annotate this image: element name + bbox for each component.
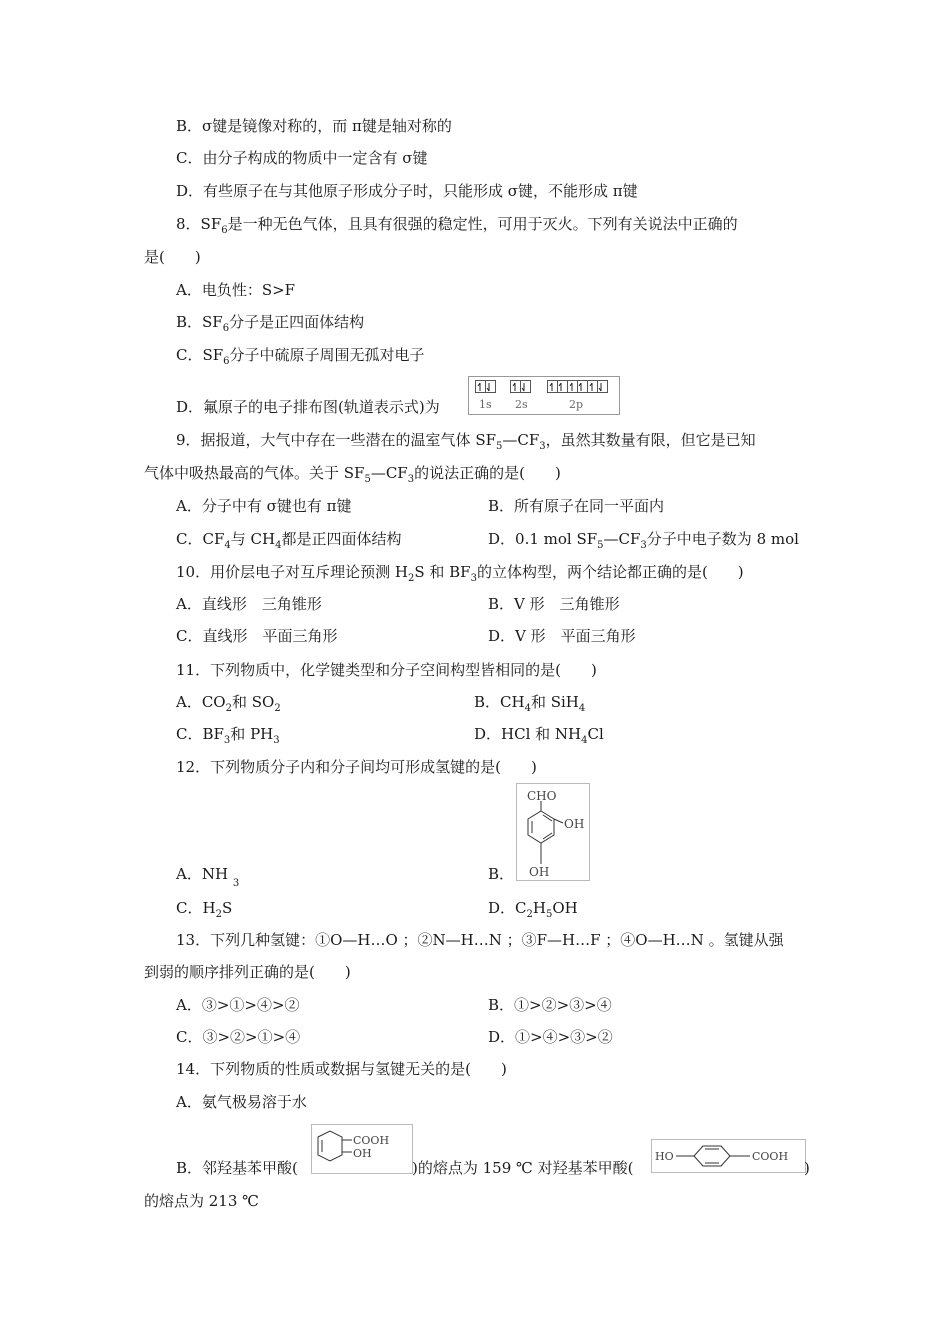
orbital-label-1s: 1s — [479, 398, 492, 411]
q12-stem: 12．下列物质分子内和分子间均可形成氢键的是( ) — [176, 758, 537, 776]
q8-option-a: A．电负性：S>F — [176, 281, 296, 299]
q9-stem-line1: 9．据报道，大气中存在一些潜在的温室气体 $SF_5—CF_3$，虽然其数量有限，但它是已知 — [176, 431, 756, 452]
q7-option-b: B．σ键是镜像对称的，而 π键是轴对称的 — [176, 117, 452, 135]
q9-option-d: D．0.1 mol $SF_5—CF_3$分子中电子数为 8 mol — [488, 530, 799, 551]
q10-option-c: C．直线形 平面三角形 — [176, 627, 338, 645]
q11-option-a: A．$CO_2$和 $SO_2$ — [176, 693, 281, 714]
q9-option-c: C．$CF_4$与 $CH_4$都是正四面体结构 — [176, 530, 402, 551]
ortho-label-cooh: COOH — [353, 1134, 390, 1147]
orbital-diagram — [468, 376, 620, 415]
q8-option-b: B．$SF_6$分子是正四面体结构 — [176, 313, 365, 334]
q13-option-a: A．③>①>④>② — [176, 996, 300, 1014]
q14-option-b-prefix: B．邻羟基苯甲酸( — [176, 1159, 298, 1177]
q10-option-d: D．V 形 平面三角形 — [488, 627, 636, 645]
q13-stem-line1: 13．下列几种氢键：①O—H…O ；②N—H…N ；③F—H…F ；④O—H…N 。氢键从强 — [176, 931, 784, 949]
q10-option-a: A．直线形 三角锥形 — [176, 595, 322, 613]
q14-option-b-middle: )的熔点为 159 ℃ 对羟基苯甲酸( — [412, 1159, 634, 1177]
ortho-structure-drawing — [312, 1125, 412, 1173]
q7-option-d: D．有些原子在与其他原子形成分子时，只能形成 σ键，不能形成 π键 — [176, 182, 638, 200]
q11-option-d: D．HCl 和 $NH_4Cl$ — [474, 725, 604, 746]
q7-option-c: C．由分子构成的物质中一定含有 σ键 — [176, 149, 428, 167]
q12-label-oh-right: OH — [564, 817, 585, 831]
q13-stem-line2: 到弱的顺序排列正确的是( ) — [144, 963, 351, 981]
q8-stem-line1: 8．$SF_6$是一种无色气体，且具有很强的稳定性，可用于灭火。下列有关说法中正确的 — [176, 215, 738, 236]
q12-label-cho: CHO — [527, 789, 557, 803]
ortho-hydroxybenzoic-structure — [311, 1124, 413, 1174]
para-label-cooh: COOH — [752, 1150, 789, 1163]
q14-option-b-line2: 的熔点为 213 ℃ — [144, 1192, 259, 1210]
q9-option-a: A．分子中有 σ键也有 π键 — [176, 497, 352, 515]
q10-option-b: B．V 形 三角锥形 — [488, 595, 620, 613]
q13-option-b: B．①>②>③>④ — [488, 996, 612, 1014]
q14-option-b-suffix: ) — [804, 1159, 810, 1177]
q8-option-c: C．$SF_6$分子中硫原子周围无孤对电子 — [176, 346, 425, 367]
orbital-label-2s: 2s — [515, 398, 528, 411]
q12-option-c: C．$H_2S$ — [176, 899, 233, 920]
q12-label-oh-bottom: OH — [529, 865, 550, 879]
q12-structure-drawing — [517, 784, 589, 880]
q8-stem-line2: 是( ) — [144, 248, 201, 266]
q12-option-a: A．NH $_3$ — [176, 865, 240, 889]
q13-option-d: D．①>④>③>② — [488, 1028, 613, 1046]
q12-structure-b — [516, 783, 590, 881]
q11-option-c: C．$BF_3$和 $PH_3$ — [176, 725, 280, 746]
orbital-label-2p: 2p — [569, 398, 584, 411]
ortho-label-oh: OH — [353, 1147, 372, 1160]
para-hydroxybenzoic-structure — [651, 1139, 806, 1173]
q14-stem: 14．下列物质的性质或数据与氢键无关的是( ) — [176, 1060, 507, 1078]
q8-option-d: D．氟原子的电子排布图(轨道表示式)为 — [176, 398, 440, 416]
q9-option-b: B．所有原子在同一平面内 — [488, 497, 665, 515]
q12-option-d: D．$C_2H_5OH$ — [488, 899, 578, 920]
para-label-ho: HO — [655, 1150, 674, 1163]
q13-option-c: C．③>②>①>④ — [176, 1028, 301, 1046]
para-structure-drawing — [652, 1140, 805, 1172]
orbital-arrows — [469, 377, 619, 397]
q11-stem: 11．下列物质中，化学键类型和分子空间构型皆相同的是( ) — [176, 661, 597, 679]
q10-stem: 10．用价层电子对互斥理论预测 $H_2S$ 和 $BF_3$的立体构型，两个结论都正确的是( ) — [176, 563, 744, 584]
q11-option-b: B．$CH_4$和 SiH$_4$ — [474, 693, 586, 714]
q14-option-a: A．氨气极易溶于水 — [176, 1093, 307, 1111]
q9-stem-line2: 气体中吸热最高的气体。关于 $SF_5—CF_3$的说法正确的是( ) — [144, 464, 561, 485]
q12-option-b: B． — [488, 865, 515, 883]
